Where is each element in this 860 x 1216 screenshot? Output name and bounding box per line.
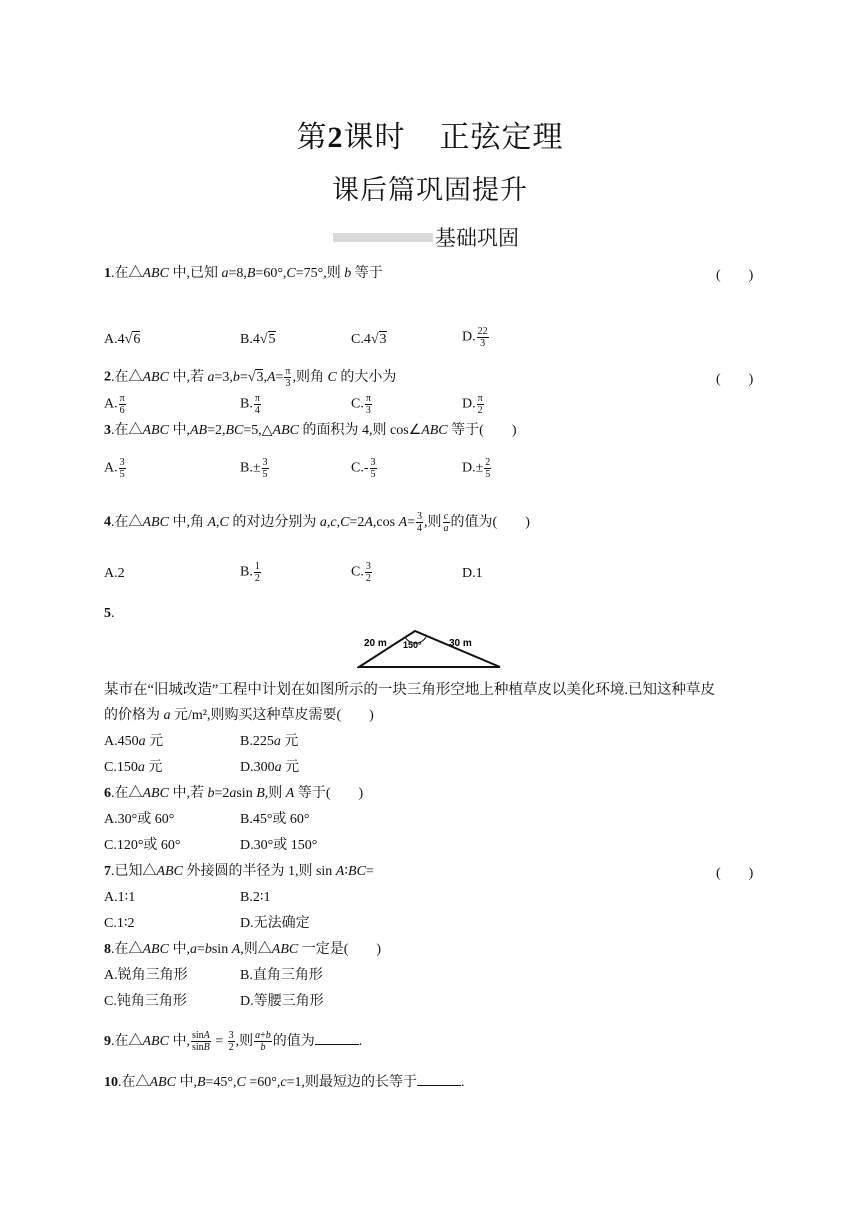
angle-label: 150° — [403, 640, 422, 650]
option-a: A. $\frac{\pi}{6}$ — [104, 393, 125, 416]
option-b: B. $\frac{1}{2}$ — [240, 561, 260, 584]
option-c: C.150a 元 — [104, 760, 163, 775]
question-1 — [104, 264, 383, 284]
question-stem: .在△ABC 中,已知 a=8,B=60°,C=75°,则 b 等于 — [111, 266, 383, 281]
answer-parenthesis: ( ) — [716, 268, 754, 283]
question-number: 6 — [104, 786, 111, 801]
question-3 — [104, 421, 516, 441]
option-d: D.等腰三角形 — [240, 994, 324, 1009]
option-b: B.4√5 — [240, 332, 276, 347]
title-topic: 正弦定理 — [439, 120, 564, 155]
question-5-text-line1: 某市在“旧城改造”工程中计划在如图所示的一块三角形空地上种植草皮以美化环境.已知这种草皮 — [104, 682, 715, 698]
option-a: A.1∶1 — [104, 890, 136, 905]
option-d: D. $\frac{\pi}{2}$ — [462, 393, 483, 416]
question-number: 10 — [104, 1075, 118, 1090]
section-heading — [333, 222, 519, 252]
option-b: B. $\frac{\pi}{4}$ — [240, 393, 260, 416]
question-stem: .已知△ABC 外接圆的半径为 1,则 sin A∶BC= — [111, 864, 374, 879]
option-d: D.300a 元 — [240, 760, 300, 775]
option-a: A.4√6 — [104, 332, 141, 347]
question-2 — [104, 366, 396, 389]
question-number: 2 — [104, 369, 111, 385]
left-side-label: 20 m — [364, 638, 387, 649]
title-number: 2 — [327, 121, 344, 154]
question-5-text-line2: 的价格为 a 元/m²,则购买这种草皮需要( ) — [104, 708, 374, 723]
answer-parenthesis: ( ) — [716, 866, 754, 881]
option-c: C.4√3 — [351, 332, 387, 347]
question-number: 7 — [104, 864, 111, 879]
question-stem: .在△ABC 中,a=bsin A,则△ABC 一定是( ) — [111, 942, 382, 957]
option-b: B.直角三角形 — [240, 968, 323, 983]
option-c: C.1∶2 — [104, 916, 135, 931]
answer-parenthesis: ( ) — [716, 372, 754, 387]
option-d: D.1 — [462, 566, 483, 581]
lesson-title — [0, 112, 860, 156]
question-5: 5. — [104, 606, 115, 621]
question-number: 3 — [104, 423, 111, 438]
question-stem: .在△ABC 中,B=45°,C =60°,c=1,则最短边的长等于 . — [118, 1075, 464, 1090]
lesson-subtitle: 课后篇巩固提升 — [332, 175, 528, 206]
title-prefix: 第 — [296, 120, 328, 155]
triangle-diagram — [357, 627, 503, 671]
question-10 — [104, 1071, 464, 1093]
question-6 — [104, 784, 363, 804]
option-a: A.30°或 60° — [104, 812, 175, 827]
question-stem: .在△ABC 中,若 a=3,b=√3,A= $\frac{\pi}{3}$ ,则角 C 的大小为 — [111, 366, 397, 389]
title-suffix: 课时 — [343, 120, 406, 155]
option-b: B.2∶1 — [240, 890, 271, 905]
option-b: B.45°或 60° — [240, 812, 310, 827]
question-9 — [104, 1030, 362, 1053]
question-stem: .在△ABC 中, $\frac{\sin A}{\sin B}$ = $\frac{3}{2}$ ,则 $\frac{a+b}{b}$ 的值为 . — [111, 1030, 363, 1054]
question-number: 8 — [104, 942, 111, 957]
option-d: D.30°或 150° — [240, 838, 318, 853]
question-stem: .在△ABC 中,若 b=2asin B,则 A 等于( ) — [111, 786, 364, 801]
question-number: 9 — [104, 1034, 111, 1049]
answer-blank[interactable] — [417, 1071, 461, 1086]
triangle-figure — [357, 627, 503, 675]
option-a: A. $\frac{3}{5}$ — [104, 457, 125, 480]
question-4 — [104, 511, 530, 534]
question-8 — [104, 940, 381, 960]
section-bar — [333, 233, 433, 242]
question-stem: .在△ABC 中,AB=2,BC=5,△ABC 的面积为 4,则 cos∠ABC 等于( ) — [111, 423, 517, 438]
answer-blank[interactable] — [315, 1030, 359, 1045]
option-d: D. $\frac{22}{3}$ — [462, 326, 488, 349]
option-c: C. $\frac{3}{2}$ — [351, 561, 371, 584]
section-label: 基础巩固 — [435, 226, 519, 250]
option-a: A.450a 元 — [104, 734, 164, 749]
question-number: 4 — [104, 514, 111, 530]
option-c: C.120°或 60° — [104, 838, 181, 853]
option-c: C.钝角三角形 — [104, 994, 187, 1009]
option-b: B.225a 元 — [240, 734, 299, 749]
option-a: A.2 — [104, 566, 125, 581]
triangle-shape — [359, 631, 500, 667]
option-d: D.无法确定 — [240, 916, 310, 931]
question-stem: .在△ABC 中,角 A,C 的对边分别为 a,c,C=2A,cos A= $\frac{3}{4}$ ,则 $\frac{c}{a}$ 的值为( ) — [111, 511, 530, 534]
option-b: B.± $\frac{3}{5}$ — [240, 457, 268, 480]
option-c: C. $\frac{\pi}{3}$ — [351, 393, 371, 416]
question-number: 5 — [104, 606, 111, 621]
option-d: D.± $\frac{2}{5}$ — [462, 457, 491, 480]
option-c: C.- $\frac{3}{5}$ — [351, 457, 376, 480]
right-side-label: 30 m — [449, 638, 472, 649]
question-number: 1 — [104, 266, 111, 281]
question-7 — [104, 862, 374, 882]
option-a: A.锐角三角形 — [104, 968, 188, 983]
